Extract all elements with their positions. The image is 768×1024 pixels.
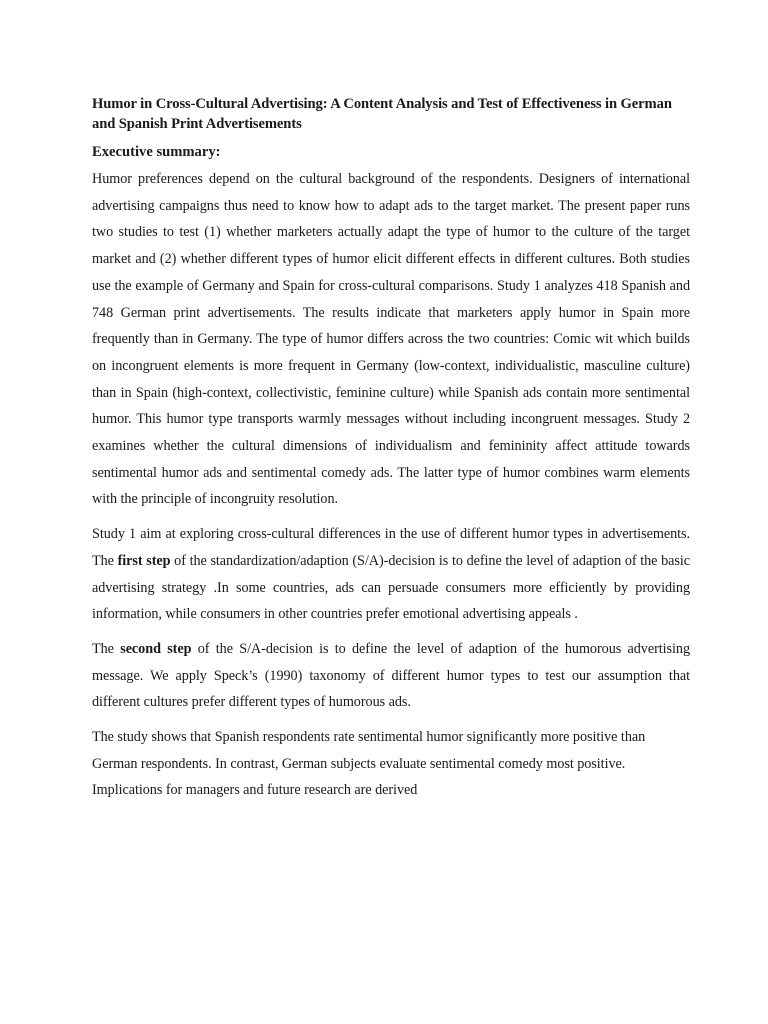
section-heading: Executive summary:	[92, 144, 221, 160]
paragraph-study-results: The study shows that Spanish respondents rate sentimental humor significantly more positive than German respondents. In contrast, German subjects evaluate sentimental comedy most positive. Implications for managers and future research are derived	[92, 729, 646, 799]
bold-term-second-step: second step	[120, 640, 192, 657]
paragraph-text: of the S/A-decision is to define the level of adaption of the humorous advertising message. We apply Speck’s (1990) taxonomy of different humor types to test our assumption that different cultures prefer different types of humorous ads.	[92, 640, 691, 711]
bold-term-first-step: first step	[117, 552, 171, 569]
paragraph-text: The	[92, 640, 121, 657]
paragraph-text: of the standardization/adaption (S/A)-decision is to define the level of adaption of the basic advertising strategy .In some countries, ads can persuade consumers more efficiently by providing information, while consumers in other countries prefer emotional advertising appeals .	[92, 552, 690, 623]
paragraph-executive-summary: Humor preferences depend on the cultural background of the respondents. Designers of international advertising campaigns thus need to know how to adapt ads to the target market. The present paper runs two studies to test (1) whether marketers actually adapt the type of humor to the culture of the target market and (2) whether different types of humor elicit different effects in different cultures. Both studies use the example of Germany and Spain for cross-cultural comparisons. Study 1 analyzes 418 Spanish and 748 German print advertisements. The results indicate that marketers apply humor in Spain more frequently than in Germany. The type of humor differs across the two countries: Comic wit which builds on incongruent elements is more frequent in Germany (low-context, individualistic, masculine culture) than in Spain (high-context, collectivistic, feminine culture) while Spanish ads contain more sentimental humor. This humor type transports warmly messages without including incongruent messages. Study 2 examines whether the cultural dimensions of individualism and femininity affect attitude towards sentimental humor ads and sentimental comedy ads. The latter type of humor combines warm elements with the principle of incongruity resolution.	[92, 171, 690, 508]
paragraph-second-step	[92, 636, 690, 716]
document-title: Humor in Cross-Cultural Advertising: A Content Analysis and Test of Effectiveness in German and Spanish Print Advertisements	[92, 96, 672, 132]
paragraph-first-step	[92, 521, 690, 628]
paragraph-text: Study 1 aim at exploring cross-cultural differences in the use of different humor types in advertisements. The	[92, 526, 690, 569]
